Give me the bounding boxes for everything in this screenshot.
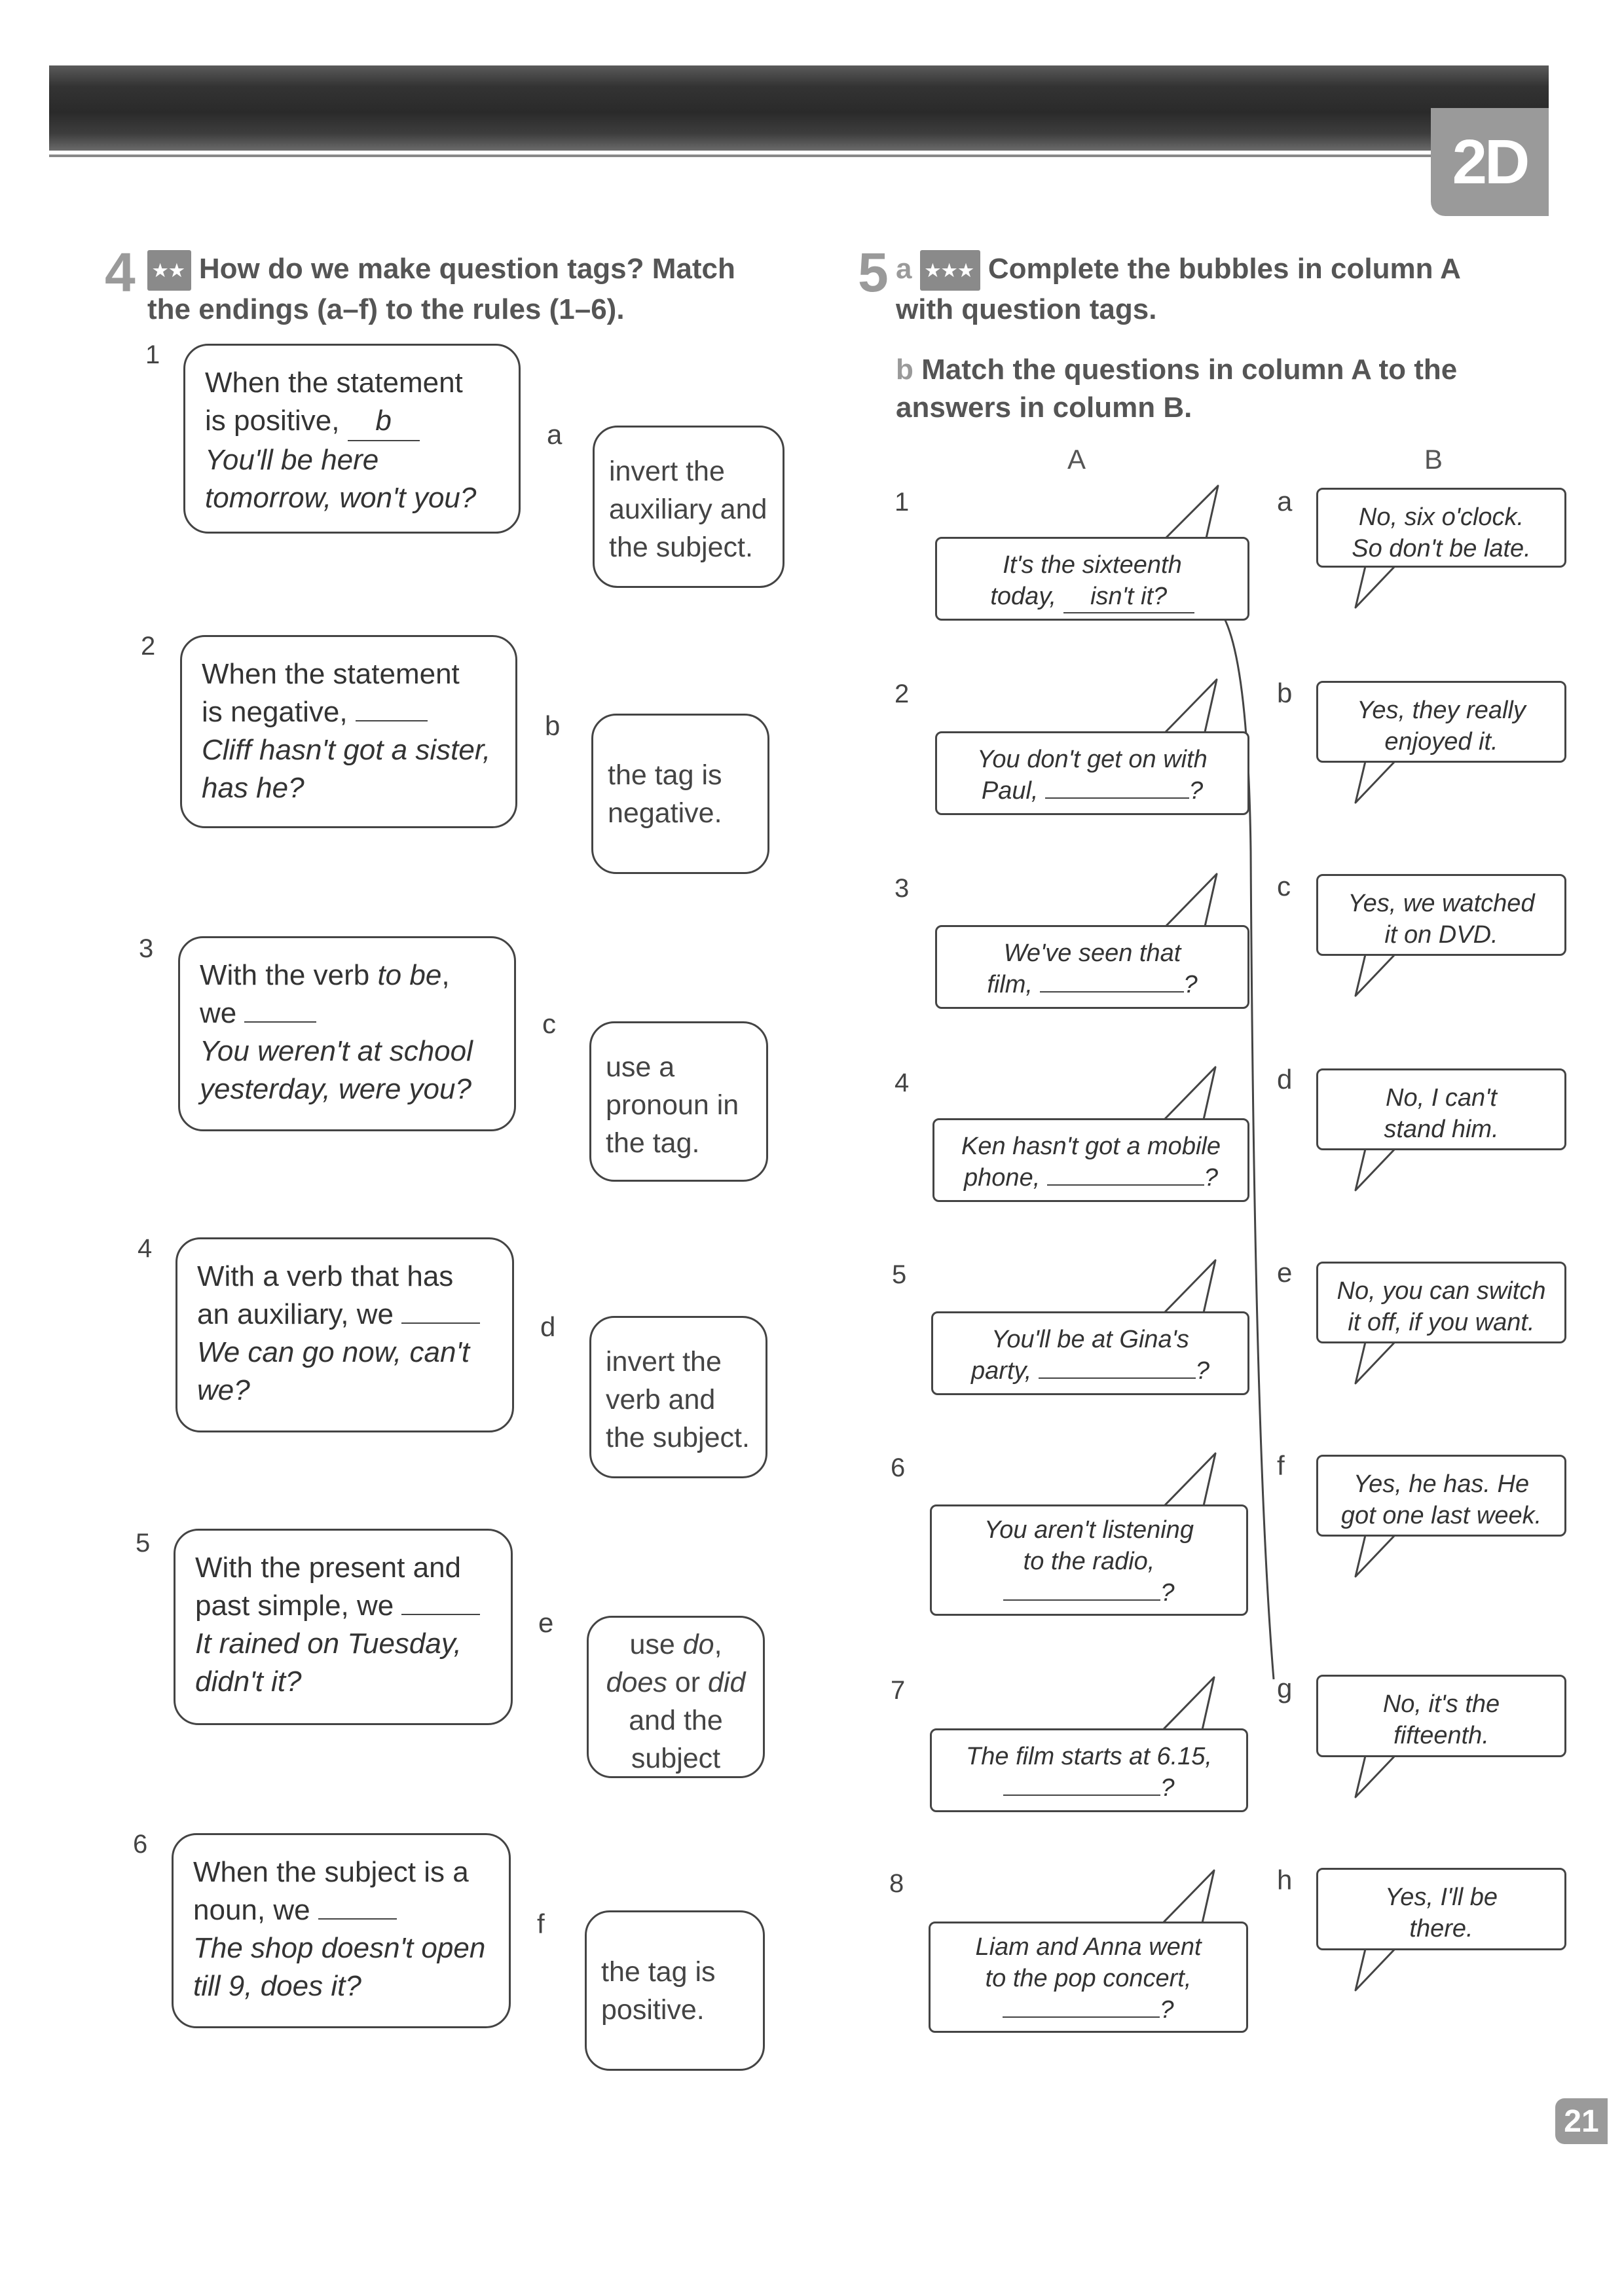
question-number: 5	[892, 1260, 907, 1289]
answer-bubble-e: No, you can switch it off, if you want.	[1316, 1262, 1566, 1343]
question-bubble-1: It's the sixteenth today, isn't it?	[935, 537, 1249, 621]
question-number: 1	[895, 488, 910, 517]
question-bubble-6: You aren't listening to the radio, ?	[930, 1504, 1248, 1616]
exercise-5a-instruction: a ★★★ Complete the bubbles in column A with question tags.	[896, 250, 1570, 329]
question-number: 2	[895, 680, 910, 708]
ending-letter: c	[542, 1008, 556, 1039]
question-number: 3	[895, 874, 910, 903]
ending-box-a: invert the auxiliary and the subject.	[593, 426, 784, 588]
question-number: 6	[891, 1453, 906, 1482]
difficulty-stars: ★★★	[920, 250, 980, 291]
answer-blank[interactable]	[1003, 1599, 1160, 1601]
unit-badge: 2D	[1431, 108, 1549, 216]
answer-blank[interactable]	[1047, 1184, 1204, 1186]
ending-letter: e	[538, 1607, 554, 1638]
answer-blank[interactable]	[1040, 991, 1184, 993]
answer-blank[interactable]	[1039, 1377, 1196, 1379]
rule-number: 2	[141, 632, 156, 661]
question-bubble-8: Liam and Anna went to the pop concert, ?	[929, 1922, 1248, 2033]
ending-letter: a	[547, 419, 563, 450]
answer-blank[interactable]: b	[348, 402, 420, 441]
answer-letter: h	[1277, 1865, 1293, 1895]
answer-blank[interactable]: isn't it?	[1063, 581, 1194, 613]
question-bubble-7: The film starts at 6.15, ?	[930, 1728, 1248, 1812]
answer-letter: e	[1277, 1257, 1293, 1288]
question-bubble-5: You'll be at Gina's party, ?	[931, 1311, 1249, 1395]
rule-number: 5	[136, 1529, 151, 1558]
answer-letter: d	[1277, 1064, 1293, 1095]
answer-letter: c	[1277, 871, 1291, 902]
rule-number: 4	[138, 1234, 153, 1263]
ending-box-c: use a pronoun in the tag.	[589, 1021, 768, 1182]
answer-bubble-g: No, it's the fifteenth.	[1316, 1675, 1566, 1757]
ending-box-b: the tag is negative.	[591, 714, 769, 874]
ending-letter: f	[537, 1908, 545, 1939]
column-b-heading: B	[1424, 444, 1443, 475]
ending-box-e: use do, does or did and the subject	[587, 1616, 765, 1778]
rule-box-6: When the subject is a noun, we The shop doesn't open till 9, does it?	[172, 1833, 511, 2028]
answer-bubble-a: No, six o'clock. So don't be late.	[1316, 488, 1566, 568]
answer-bubble-h: Yes, I'll be there.	[1316, 1868, 1566, 1950]
answer-blank[interactable]	[1003, 2016, 1160, 2018]
answer-blank[interactable]	[1045, 797, 1189, 799]
answer-bubble-c: Yes, we watched it on DVD.	[1316, 874, 1566, 956]
rule-number: 1	[145, 340, 160, 369]
ending-box-d: invert the verb and the subject.	[589, 1316, 767, 1478]
exercise-5b-instruction: b Match the questions in column A to the answers in column B.	[896, 354, 1458, 424]
answer-bubble-f: Yes, he has. He got one last week.	[1316, 1455, 1566, 1537]
rule-box-2: When the statement is negative, Cliff hasn't got a sister, has he?	[180, 635, 517, 828]
question-number: 7	[891, 1676, 906, 1705]
column-a-heading: A	[1067, 444, 1086, 475]
question-bubble-3: We've seen that film, ?	[935, 925, 1249, 1009]
answer-bubble-d: No, I can't stand him.	[1316, 1068, 1566, 1150]
exercise-number: 4	[105, 242, 136, 303]
ending-letter: d	[540, 1311, 556, 1342]
ending-box-f: the tag is positive.	[585, 1910, 765, 2071]
rule-box-5: With the present and past simple, we It rained on Tuesday, didn't it?	[174, 1529, 513, 1725]
rule-box-4: With a verb that has an auxiliary, we We can go now, can't we?	[175, 1237, 514, 1432]
exercise-number: 5	[858, 242, 889, 303]
question-number: 8	[889, 1869, 904, 1898]
answer-letter: g	[1277, 1673, 1293, 1704]
rule-box-1: When the statement is positive, b You'll be here tomorrow, won't you?	[183, 344, 521, 534]
question-number: 4	[895, 1068, 910, 1097]
rule-number: 6	[133, 1830, 148, 1859]
question-bubble-4: Ken hasn't got a mobile phone, ?	[932, 1118, 1249, 1202]
page-number-badge: 21	[1555, 2098, 1608, 2144]
answer-letter: f	[1277, 1450, 1285, 1481]
answer-blank[interactable]	[1003, 1795, 1160, 1796]
ending-letter: b	[545, 710, 561, 741]
rule-box-3: With the verb to be, we You weren't at school yesterday, were you?	[178, 936, 516, 1131]
rule-number: 3	[139, 934, 154, 963]
exercise-4-instruction: ★★ How do we make question tags? Match the endings (a–f) to the rules (1–6).	[147, 250, 828, 329]
answer-letter: a	[1277, 486, 1293, 517]
answer-bubble-b: Yes, they really enjoyed it.	[1316, 681, 1566, 763]
answer-letter: b	[1277, 678, 1293, 708]
difficulty-stars: ★★	[147, 250, 191, 291]
question-bubble-2: You don't get on with Paul, ?	[935, 731, 1249, 815]
